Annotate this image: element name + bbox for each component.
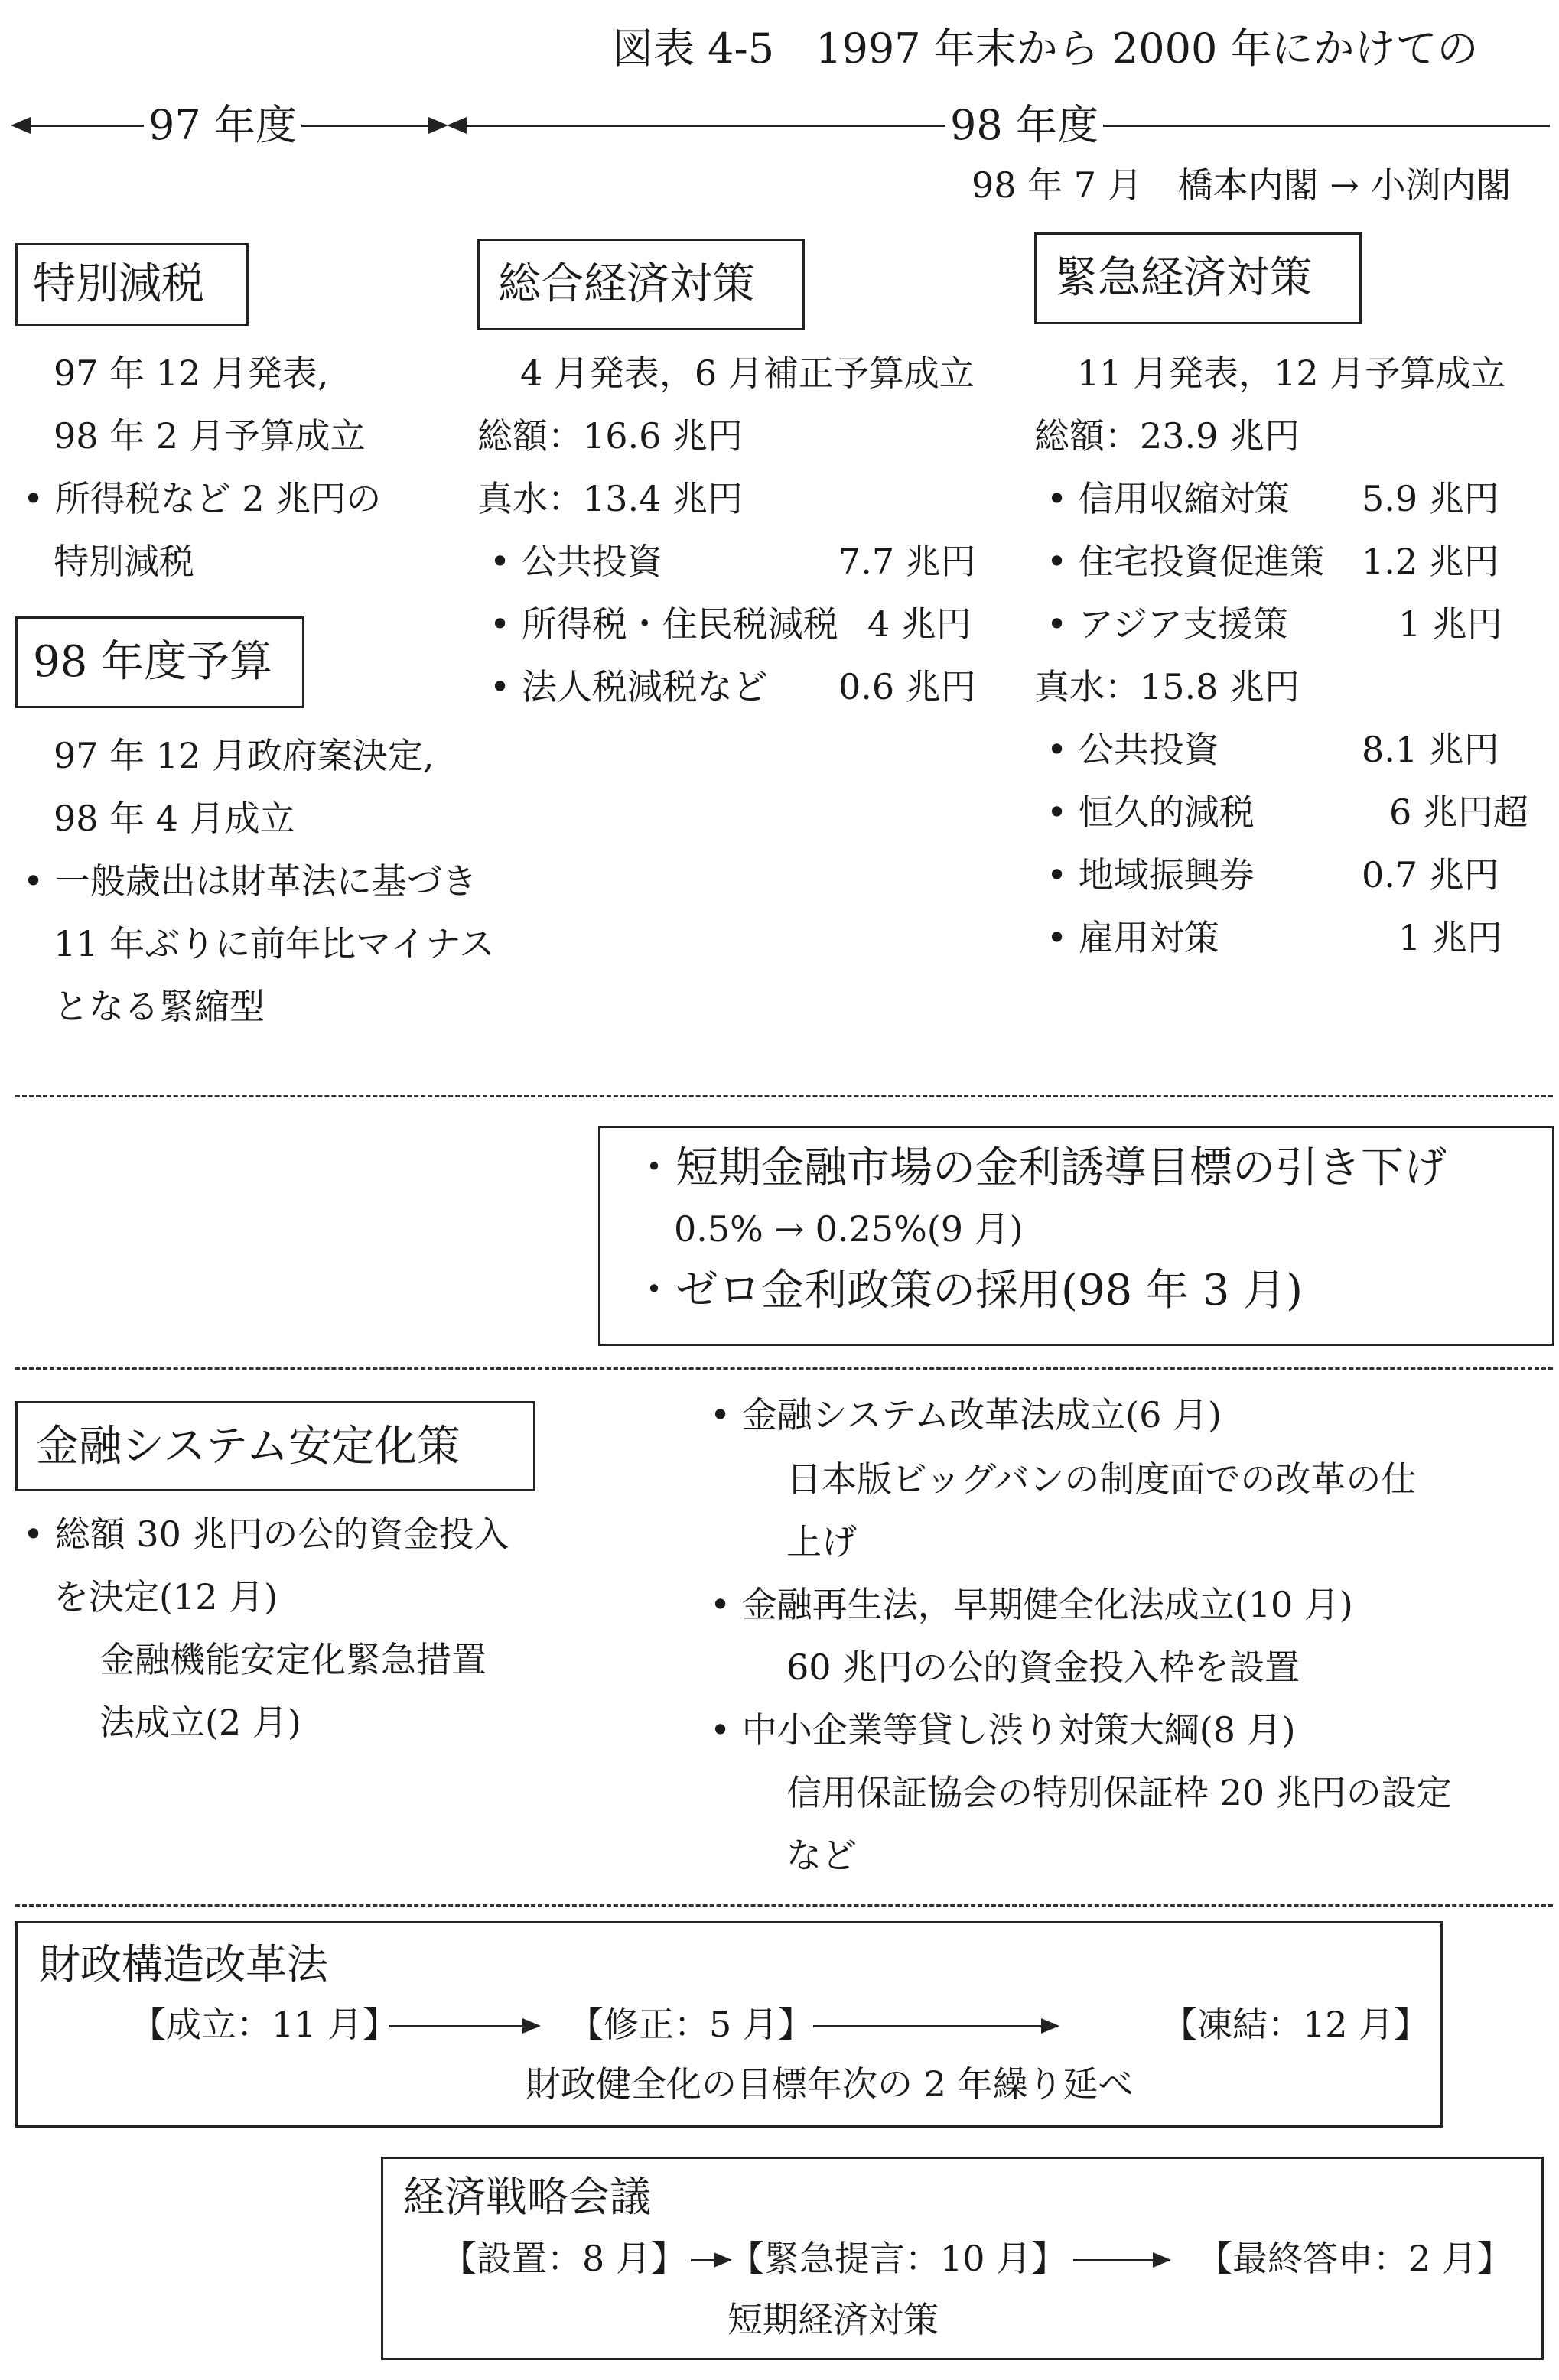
financial-right-line: 60 兆円の公的資金投入枠を設置 <box>786 1647 1300 1688</box>
emergency-item-name: • 住宅投資促進策 <box>1046 541 1325 582</box>
fiscal-reform-note: 財政健全化の目標年次の 2 年繰り延べ <box>526 2063 1134 2105</box>
emergency-item-name: • 公共投資 <box>1046 729 1219 770</box>
special-tax-cut-box <box>15 243 249 326</box>
emergency-item-value: 8.1 兆円 <box>1362 729 1499 770</box>
section-divider <box>15 1367 1553 1370</box>
emergency-item-value: 5.9 兆円 <box>1362 478 1499 519</box>
emergency-item-value: 1 兆円 <box>1398 603 1502 645</box>
arrow-right-icon <box>389 2025 539 2027</box>
emergency-line: 11 月発表，12 月予算成立 <box>1077 353 1506 394</box>
fiscal-reform-box <box>15 1921 1443 2128</box>
budget98-line: 11 年ぶりに前年比マイナス <box>54 923 495 964</box>
comprehensive-line: 真水：13.4 兆円 <box>477 478 744 519</box>
emergency-item-name: • 地域振興券 <box>1046 854 1255 896</box>
comprehensive-box <box>477 239 805 330</box>
special-tax-cut-line: • 所得税など 2 兆円の <box>23 478 382 519</box>
cabinet-change: 98 年 7 月 橋本内閣 → 小渕内閣 <box>972 164 1512 206</box>
monetary-rate: 0.5% → 0.25%(9 月) <box>674 1208 1024 1250</box>
strategy-label: 経済戦略会議 <box>403 2173 651 2221</box>
fy98-label: 98 年度 <box>945 101 1103 150</box>
financial-right-line: • 金融システム改革法成立(6 月) <box>710 1394 1222 1435</box>
strategy-step: 【最終答申：2 月】 <box>1197 2238 1512 2279</box>
special-tax-cut-line: 97 年 12 月発表, <box>54 353 329 394</box>
special-tax-cut-line: 98 年 2 月予算成立 <box>54 415 366 457</box>
budget98-box <box>15 616 304 708</box>
financial-right-line: など <box>786 1835 857 1876</box>
emergency-line: 総額：23.9 兆円 <box>1034 415 1300 457</box>
comprehensive-item-value: 0.6 兆円 <box>838 666 976 707</box>
comprehensive-label: 総合経済対策 <box>498 259 755 309</box>
arrow-right-icon <box>691 2259 731 2261</box>
financial-right-line: • 金融再生法，早期健全化法成立(10 月) <box>710 1584 1353 1625</box>
financial-left-line: • 総額 30 兆円の公的資金投入 <box>23 1514 509 1555</box>
comprehensive-line: 4 月発表，6 月補正予算成立 <box>520 353 975 394</box>
strategy-step: 【設置：8 月】 <box>441 2238 686 2279</box>
emergency-item-name: • 信用収縮対策 <box>1046 478 1290 519</box>
financial-box <box>15 1401 535 1491</box>
monetary-line: ・短期金融市場の金利誘導目標の引き下げ <box>633 1143 1447 1193</box>
fiscal-reform-step: 【凍結：12 月】 <box>1162 2004 1430 2045</box>
strategy-step: 【緊急提言：10 月】 <box>729 2238 1067 2279</box>
fiscal-reform-label: 財政構造改革法 <box>39 1940 328 1988</box>
fiscal-reform-step: 【修正：5 月】 <box>568 2004 813 2045</box>
comprehensive-line: 総額：16.6 兆円 <box>477 415 744 457</box>
fy97-label: 97 年度 <box>144 101 301 150</box>
comprehensive-item-name: • 公共投資 <box>490 541 662 582</box>
financial-left-line: を決定(12 月) <box>54 1576 278 1618</box>
budget98-line: となる緊縮型 <box>54 986 265 1027</box>
financial-left-line: 法成立(2 月) <box>99 1702 301 1743</box>
emergency-item-name: • 恒久的減税 <box>1046 792 1255 833</box>
budget98-label: 98 年度予算 <box>33 637 273 687</box>
emergency-box <box>1034 232 1362 324</box>
comprehensive-item-name: • 所得税・住民税減税 <box>490 603 838 645</box>
strategy-box <box>381 2157 1544 2360</box>
comprehensive-item-value: 4 兆円 <box>867 603 972 645</box>
financial-right-line: • 中小企業等貸し渋り対策大綱(8 月) <box>710 1709 1296 1751</box>
emergency-item-value: 1.2 兆円 <box>1362 541 1499 582</box>
arrow-right-icon <box>813 2025 1058 2027</box>
fiscal-reform-step: 【成立：11 月】 <box>131 2004 399 2045</box>
special-tax-cut-line: 特別減税 <box>54 541 194 582</box>
comprehensive-item-name: • 法人税減税など <box>490 666 768 707</box>
financial-right-line: 日本版ビッグバンの制度面での改革の仕 <box>786 1458 1417 1500</box>
monetary-box <box>598 1126 1554 1346</box>
emergency-item-name: • 雇用対策 <box>1046 917 1219 958</box>
financial-right-line: 信用保証協会の特別保証枠 20 兆円の設定 <box>786 1772 1452 1813</box>
budget98-line: 98 年 4 月成立 <box>54 798 295 839</box>
emergency-label: 緊急経済対策 <box>1055 253 1312 303</box>
arrow-right-icon <box>1073 2259 1170 2261</box>
financial-left-line: 金融機能安定化緊急措置 <box>99 1639 487 1680</box>
comprehensive-item-value: 7.7 兆円 <box>838 541 976 582</box>
section-divider <box>15 1095 1553 1097</box>
emergency-item-value: 6 兆円超 <box>1389 792 1528 833</box>
emergency-mamizu: 真水：15.8 兆円 <box>1034 666 1300 707</box>
budget98-line: 97 年 12 月政府案決定, <box>54 735 435 776</box>
monetary-line: ・ゼロ金利政策の採用(98 年 3 月) <box>633 1266 1303 1315</box>
financial-right-line: 上げ <box>786 1521 857 1562</box>
section-divider <box>15 1904 1553 1907</box>
strategy-note: 短期経済対策 <box>727 2299 939 2340</box>
figure-title: 図表 4-5 1997 年末から 2000 年にかけての <box>612 24 1479 73</box>
emergency-item-value: 0.7 兆円 <box>1362 854 1499 896</box>
special-tax-cut-label: 特別減税 <box>33 259 204 309</box>
emergency-item-name: • アジア支援策 <box>1046 603 1288 645</box>
financial-label: 金融システム安定化策 <box>36 1422 461 1471</box>
budget98-line: • 一般歳出は財革法に基づき <box>23 860 477 902</box>
timeline <box>0 99 1559 149</box>
emergency-item-value: 1 兆円 <box>1398 917 1502 958</box>
arrow-right-icon <box>428 117 448 134</box>
